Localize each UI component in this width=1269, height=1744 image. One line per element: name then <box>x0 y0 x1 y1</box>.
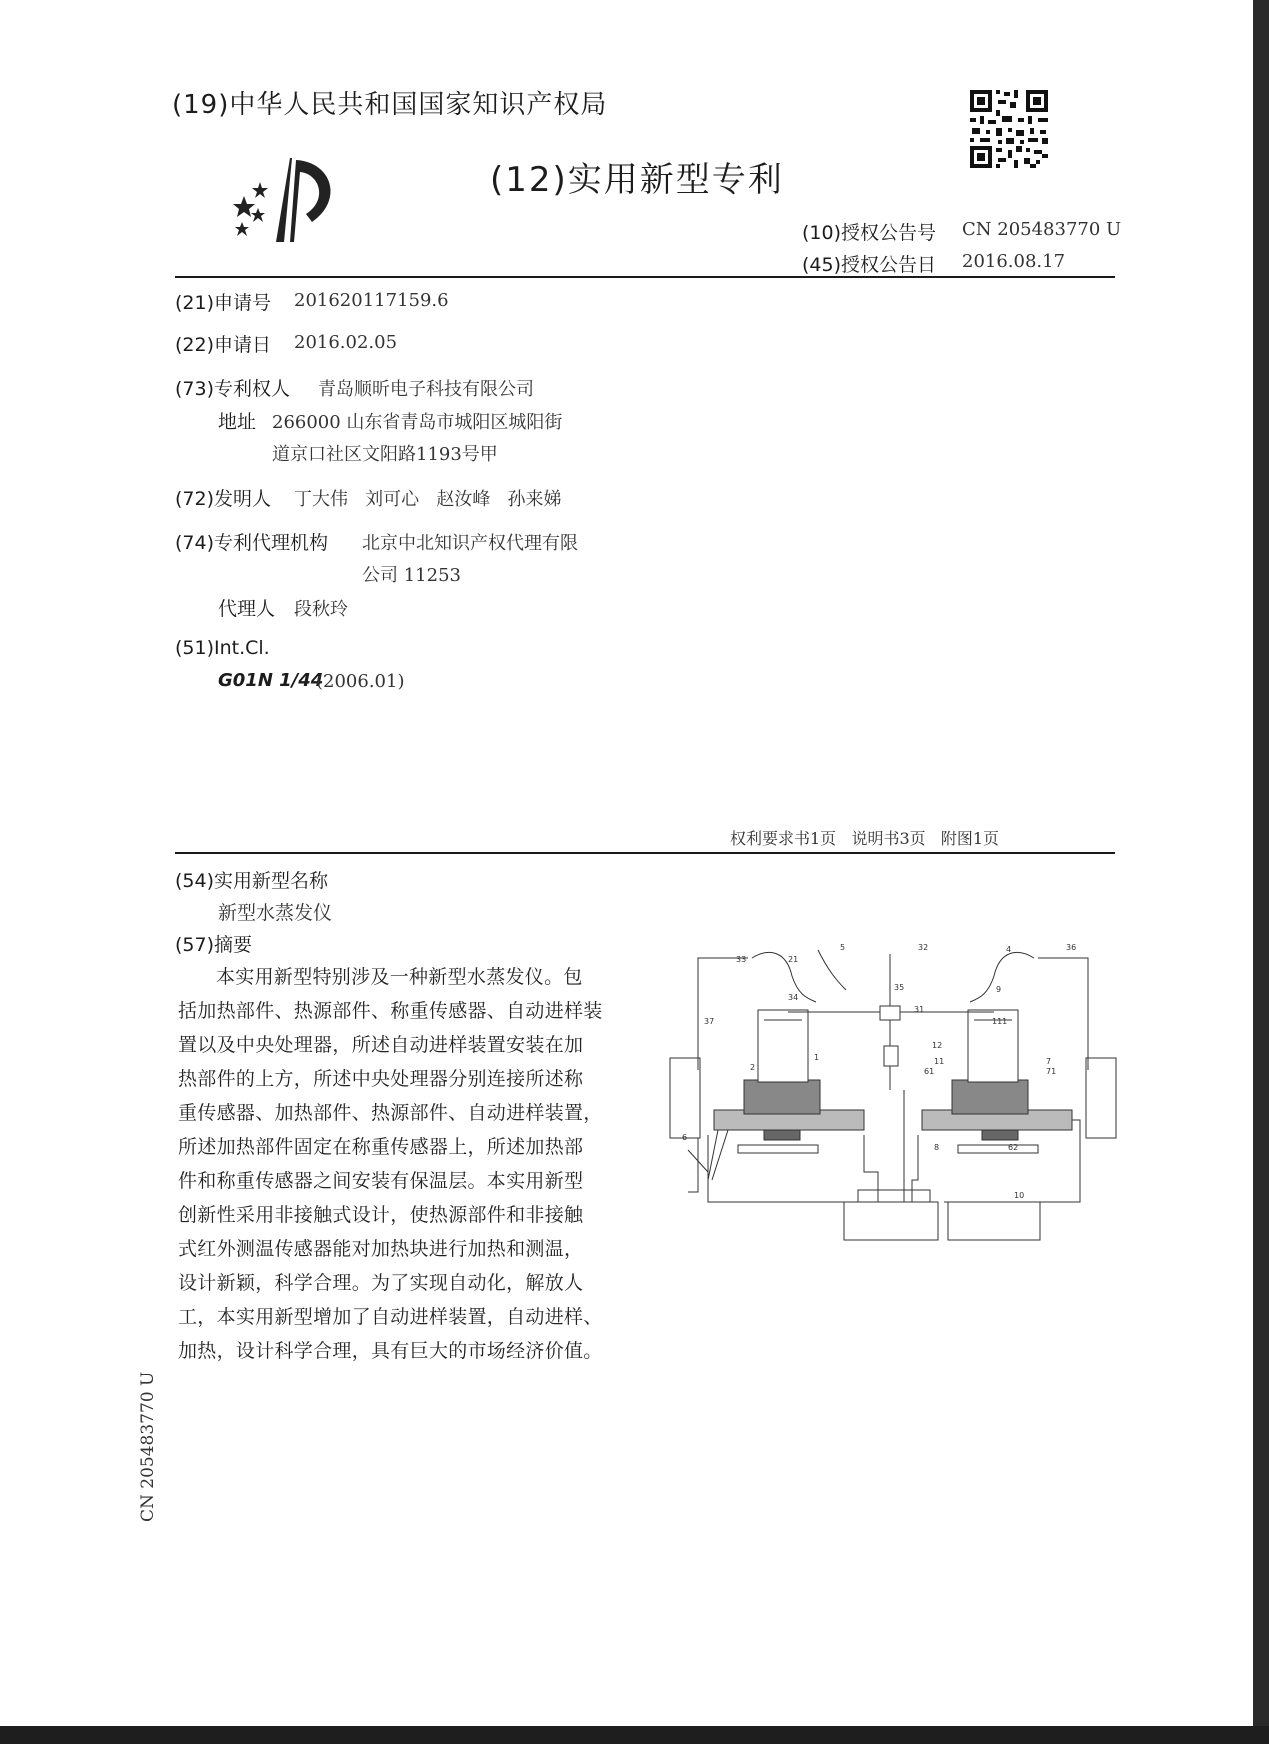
scan-edge-bottom <box>0 1726 1269 1744</box>
fig-label: 21 <box>788 955 799 964</box>
app-no: 201620117159.6 <box>294 290 449 311</box>
abstract-line: 工，本实用新型增加了自动进样装置，自动进样、 <box>178 1306 603 1328</box>
patentee: 青岛顺昕电子科技有限公司 <box>318 379 534 400</box>
utility-title: 新型水蒸发仪 <box>218 902 333 924</box>
fig-label: 11 <box>934 1057 945 1066</box>
header-rule <box>175 276 1115 278</box>
agent-label: 代理人 <box>218 598 276 620</box>
abstract-line: 加热，设计科学合理，具有巨大的市场经济价值。 <box>178 1340 603 1362</box>
abstract-figure <box>668 940 1118 1242</box>
fig-label: 8 <box>934 1143 940 1152</box>
fig-label: 61 <box>924 1067 935 1076</box>
fig-label: 111 <box>992 1017 1008 1026</box>
fig-label: 71 <box>1046 1067 1057 1076</box>
fig-label: 10 <box>1014 1191 1025 1200</box>
abstract-line: 本实用新型特别涉及一种新型水蒸发仪。包 <box>216 966 583 988</box>
fig-label: 31 <box>914 1005 925 1014</box>
agency-line-1: 北京中北知识产权代理有限 <box>362 533 578 554</box>
cnipa-logo <box>232 152 344 248</box>
fig-label: 37 <box>704 1017 715 1026</box>
address-label: 地址 <box>218 411 257 433</box>
office-name: (19)中华人民共和国国家知识产权局 <box>172 90 608 120</box>
fig-label: 2 <box>750 1063 756 1072</box>
abstract-line: 置以及中央处理器，所述自动进样装置安装在加 <box>178 1034 584 1056</box>
pub-no: CN 205483770 U <box>962 219 1122 240</box>
agency-line-2: 公司 11253 <box>362 565 461 586</box>
doc-type: (12)实用新型专利 <box>490 160 784 200</box>
fig-label: 1 <box>814 1053 820 1062</box>
agency-label: (74)专利代理机构 <box>175 532 329 554</box>
fig-label: 5 <box>840 943 846 952</box>
abstract-line: 创新性采用非接触式设计，使热源部件和非接触 <box>178 1204 584 1226</box>
intcl-label: (51)Int.Cl. <box>175 637 270 659</box>
address-line-1: 266000 山东省青岛市城阳区城阳街 <box>272 412 563 433</box>
fig-label: 4 <box>1006 945 1012 954</box>
scan-edge-right <box>1253 0 1269 1744</box>
abstract-line: 式红外测温传感器能对加热块进行加热和测温， <box>178 1238 584 1260</box>
pub-date: 2016.08.17 <box>962 251 1066 272</box>
abstract-label: (57)摘要 <box>175 934 253 956</box>
pub-date-label: (45)授权公告日 <box>802 254 937 276</box>
inventors: 丁大伟 刘可心 赵汝峰 孙来娣 <box>294 489 562 510</box>
abstract-line: 所述加热部件固定在称重传感器上，所述加热部 <box>178 1136 584 1158</box>
fig-label: 7 <box>1046 1057 1052 1066</box>
app-no-label: (21)申请号 <box>175 292 272 314</box>
app-date-label: (22)申请日 <box>175 334 272 356</box>
intcl-version: (2006.01) <box>316 671 405 692</box>
fig-label: 12 <box>932 1041 943 1050</box>
fig-label: 34 <box>788 993 799 1002</box>
side-pub-number: CN 205483770 U <box>138 1371 158 1522</box>
page-counts: 权利要求书1页 说明书3页 附图1页 <box>730 829 1000 848</box>
app-date: 2016.02.05 <box>294 332 398 353</box>
fig-label: 36 <box>1066 943 1077 952</box>
fig-label: 6 <box>682 1133 688 1142</box>
address-line-2: 道京口社区文阳路1193号甲 <box>272 444 498 465</box>
abstract-line: 括加热部件、热源部件、称重传感器、自动进样装 <box>178 1000 603 1022</box>
section-rule <box>175 852 1115 854</box>
abstract-line: 设计新颖，科学合理。为了实现自动化，解放人 <box>178 1272 584 1294</box>
patentee-label: (73)专利权人 <box>175 378 291 400</box>
fig-label: 32 <box>918 943 929 952</box>
abstract-line: 件和称重传感器之间安装有保温层。本实用新型 <box>178 1170 584 1192</box>
abstract-line: 热部件的上方，所述中央处理器分别连接所述称 <box>178 1068 584 1090</box>
intcl-code: G01N 1/44 <box>218 670 324 691</box>
agent: 段秋玲 <box>294 599 348 620</box>
fig-label: 33 <box>736 955 747 964</box>
fig-label: 9 <box>996 985 1002 994</box>
qr-code <box>968 88 1050 170</box>
pub-no-label: (10)授权公告号 <box>802 222 937 244</box>
title-label: (54)实用新型名称 <box>175 870 329 892</box>
fig-label: 62 <box>1008 1143 1019 1152</box>
inventors-label: (72)发明人 <box>175 488 272 510</box>
fig-label: 35 <box>894 983 905 992</box>
abstract-line: 重传感器、加热部件、热源部件、自动进样装置， <box>178 1102 603 1124</box>
